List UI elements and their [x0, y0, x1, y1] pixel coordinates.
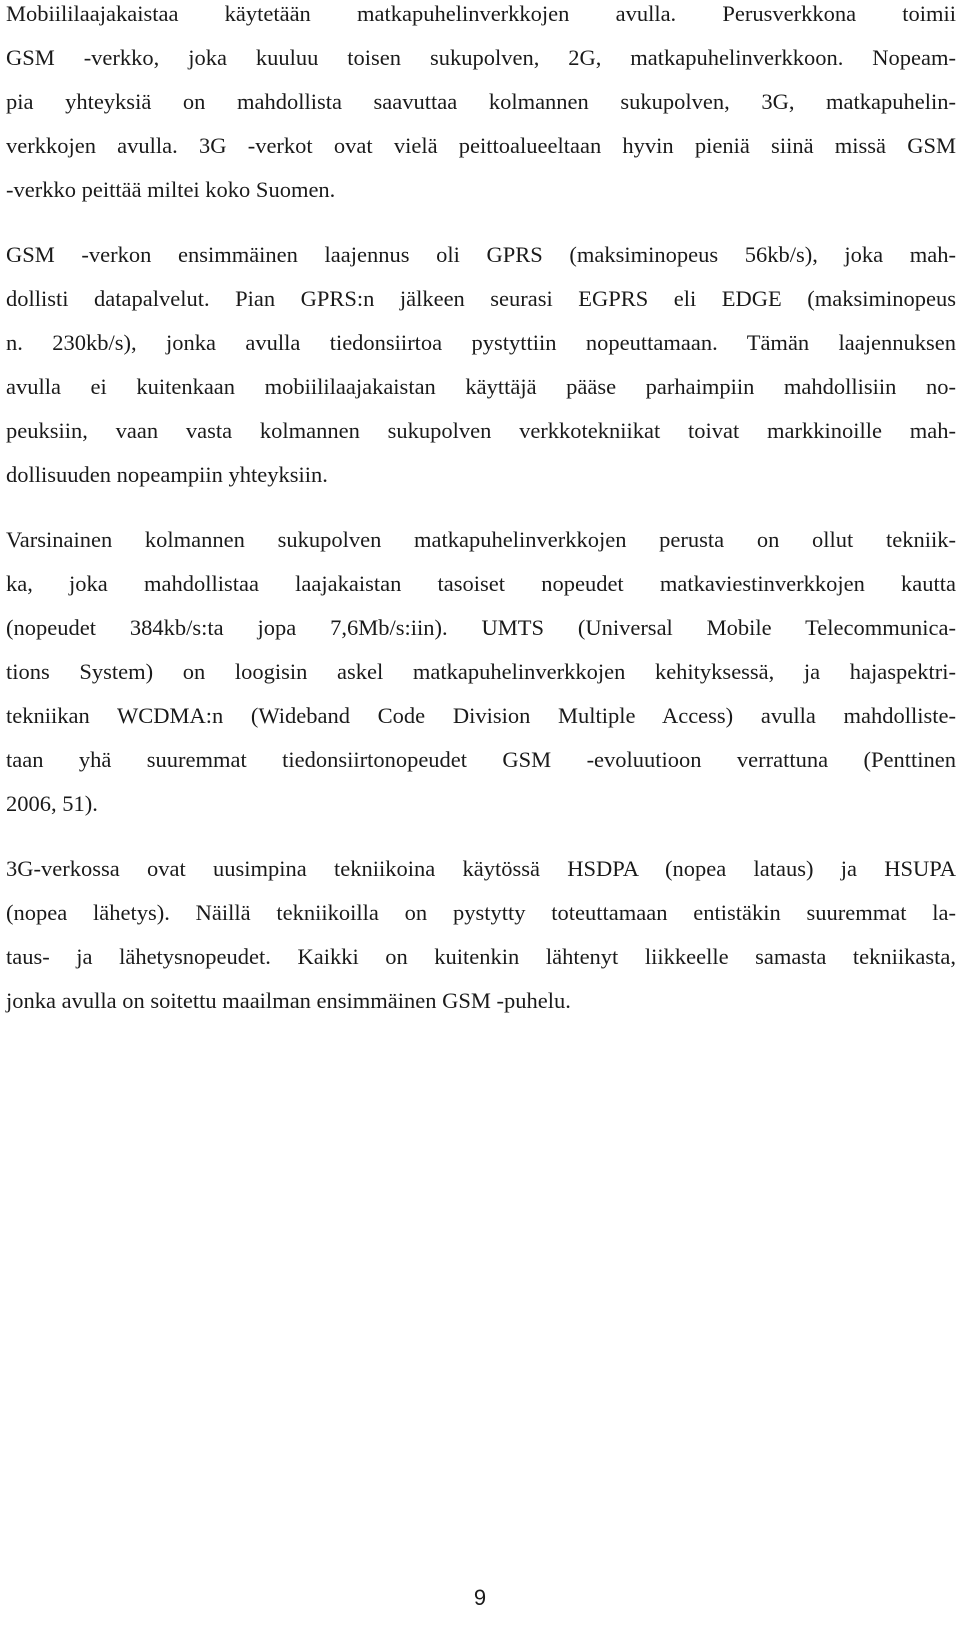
text-line: Varsinainen kolmannen sukupolven matkapuhelinverkkojen perusta on ollut tekniik-	[6, 527, 956, 552]
text-line: tions System) on loogisin askel matkapuhelinverkkojen kehityksessä, ja hajaspektri-	[6, 659, 956, 684]
text-line: verkkojen avulla. 3G -verkot ovat vielä peittoalueeltaan hyvin pieniä siinä missä GSM	[6, 133, 956, 158]
text-line: dollisuuden nopeampiin yhteyksiin.	[6, 462, 328, 487]
text-line: dollisti datapalvelut. Pian GPRS:n jälkeen seurasi EGPRS eli EDGE (maksiminopeus	[6, 286, 956, 311]
text-line: -verkko peittää miltei koko Suomen.	[6, 177, 336, 202]
text-line: pia yhteyksiä on mahdollista saavuttaa kolmannen sukupolven, 3G, matkapuhelin-	[6, 89, 956, 114]
text-line: n. 230kb/s), jonka avulla tiedonsiirtoa pystyttiin nopeuttamaan. Tämän laajennuksen	[6, 330, 956, 355]
page-number: 9	[473, 1585, 487, 1610]
text-line: (nopea lähetys). Näillä tekniikoilla on pystytty toteuttamaan entistäkin suuremmat la-	[6, 900, 956, 925]
text-line: taan yhä suuremmat tiedonsiirtonopeudet GSM -evoluutioon verrattuna (Penttinen	[6, 747, 956, 772]
text-line: avulla ei kuitenkaan mobiililaajakaistan käyttäjä pääse parhaimpiin mahdollisiin no-	[6, 374, 956, 399]
text-line: taus- ja lähetysnopeudet. Kaikki on kuitenkin lähtenyt liikkeelle samasta tekniikasta,	[6, 944, 956, 969]
text-line: (nopeudet 384kb/s:ta jopa 7,6Mb/s:iin). UMTS (Universal Mobile Telecommunica-	[6, 615, 956, 640]
text-line: GSM -verkon ensimmäinen laajennus oli GPRS (maksiminopeus 56kb/s), joka mah-	[6, 242, 956, 267]
text-line: tekniikan WCDMA:n (Wideband Code Division Multiple Access) avulla mahdolliste-	[6, 703, 956, 728]
text-line: 2006, 51).	[6, 791, 98, 816]
text-line: peuksiin, vaan vasta kolmannen sukupolven verkkotekniikat toivat markkinoille mah-	[6, 418, 956, 443]
text-line: jonka avulla on soitettu maailman ensimmäinen GSM -puhelu.	[6, 988, 571, 1013]
text-line: ka, joka mahdollistaa laajakaistan tasoiset nopeudet matkaviestinverkkojen kautta	[6, 571, 956, 596]
text-line: 3G-verkossa ovat uusimpina tekniikoina käytössä HSDPA (nopea lataus) ja HSUPA	[6, 856, 956, 881]
text-line: Mobiililaajakaistaa käytetään matkapuhelinverkkojen avulla. Perusverkkona toimii	[6, 1, 956, 26]
text-line: GSM -verkko, joka kuuluu toisen sukupolven, 2G, matkapuhelinverkkoon. Nopeam-	[6, 45, 956, 70]
